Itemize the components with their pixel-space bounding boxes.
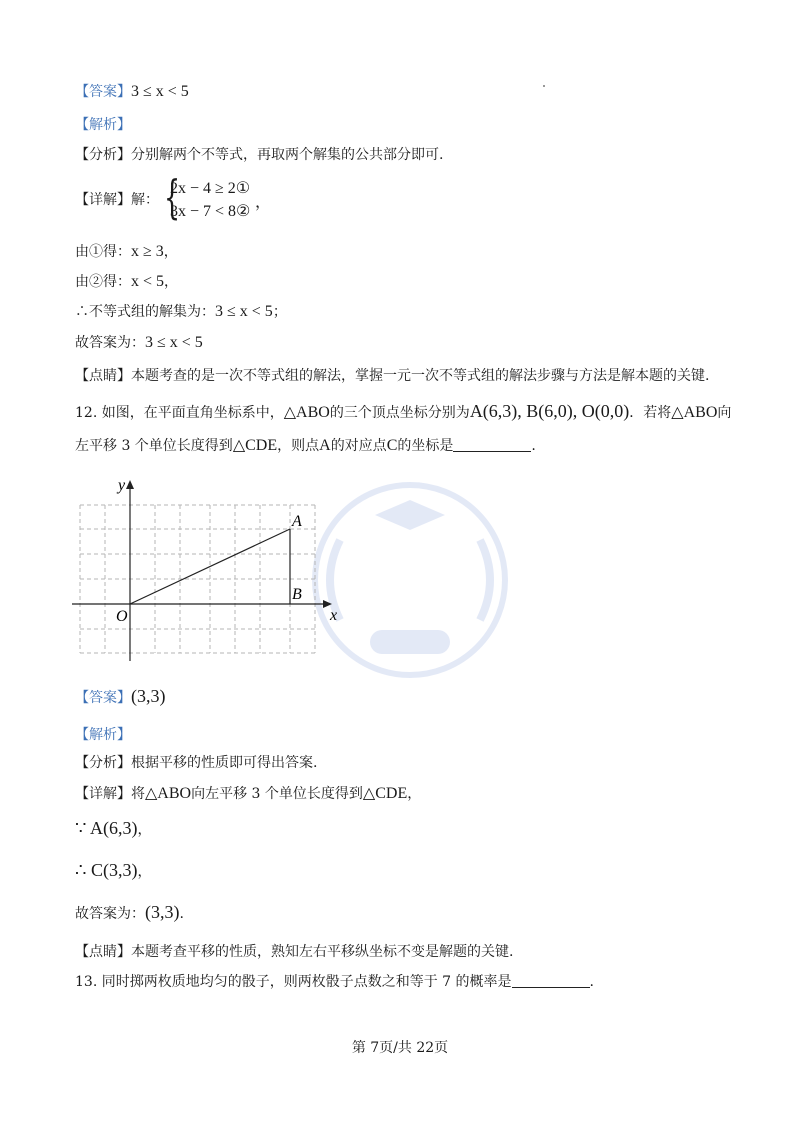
q11-dianjing-tag: 【点睛】 — [75, 368, 131, 384]
origin-label: O — [116, 608, 128, 625]
q12-answer-tag: 【答案】 — [75, 690, 131, 706]
q11-fenxi-line — [75, 145, 443, 165]
q12-dianjing-tag: 【点睛】 — [75, 944, 131, 960]
q12-line2-end: . — [531, 438, 536, 454]
q11-final-text: 故答案为： — [75, 335, 145, 351]
q12-final-line — [75, 902, 184, 924]
q11-answer: 3 ≤ x < 5 — [131, 83, 189, 100]
q12-answer: (3,3) — [131, 686, 166, 706]
q12-xiangjie-a: 将 — [131, 786, 145, 802]
q12-because-end: ， — [137, 822, 152, 838]
q12-xiangjie-tri2: △CDE — [362, 785, 408, 802]
left-brace-icon: { — [164, 170, 181, 224]
q13-stem — [75, 972, 594, 992]
q11-answer-line — [75, 82, 189, 102]
q12-therefore-line — [75, 860, 151, 882]
q11-inequality-2: 3x − 7 < 8② — [170, 203, 251, 220]
q12-tri-cde: △CDE — [232, 437, 278, 454]
q11-step2 — [75, 272, 178, 292]
q11-xiangjie-label — [75, 189, 159, 209]
q12-line1-a: 12. 如图，在平面直角坐标系中， — [75, 405, 284, 421]
q12-fenxi-text: 根据平移的性质即可得出答案. — [131, 755, 318, 771]
coordinate-grid-figure — [70, 475, 350, 670]
q11-step3-text: ∴不等式组的解集为： — [75, 304, 215, 320]
q12-line1-d: 向 — [717, 405, 732, 421]
q11-step2-text: 由②得： — [75, 274, 131, 290]
q12-final-math: (3,3) — [145, 902, 180, 922]
point-a-label: A — [292, 513, 302, 530]
q11-analysis-tag: 【解析】 — [75, 117, 131, 133]
q11-dianjing — [75, 366, 709, 386]
q11-xiangjie-prefix: 解： — [131, 192, 159, 208]
x-axis-label: x — [330, 607, 338, 624]
q11-step2-end: ， — [164, 274, 179, 290]
q13-end: . — [589, 974, 594, 990]
q12-stem-line2 — [75, 436, 536, 456]
q12-dianjing-line — [75, 942, 513, 962]
grid-lines — [80, 505, 315, 653]
q12-tri-abo: △ABO — [283, 404, 330, 421]
q13-text: 13. 同时掷两枚质地均匀的骰子，则两枚骰子点数之和等于 7 的概率是 — [75, 974, 512, 990]
q12-fenxi-tag: 【分析】 — [75, 755, 131, 771]
q11-step1 — [75, 242, 178, 262]
q13-answer-blank[interactable] — [512, 973, 590, 988]
q12-coords: A(6,3), B(6,0), O(0,0) — [469, 401, 630, 421]
speck — [543, 85, 545, 87]
q12-analysis-tag-line — [75, 725, 131, 745]
q12-line2-b: ，则点 — [277, 438, 320, 454]
point-b-label: B — [292, 586, 302, 603]
q11-step3-math: 3 ≤ x < 5 — [215, 303, 273, 320]
q11-fenxi-text: 分别解两个不等式，再取两个解集的公共部分即可. — [131, 147, 444, 163]
q11-final — [75, 333, 203, 353]
q11-step1-math: x ≥ 3 — [131, 243, 164, 260]
q11-step3-end: ； — [272, 304, 287, 320]
q11-inequality-1: 2x − 4 ≥ 2① — [170, 180, 251, 197]
q12-answer-line — [75, 686, 166, 708]
q11-xiangjie-tag: 【详解】 — [75, 192, 131, 208]
q11-final-math: 3 ≤ x < 5 — [145, 334, 203, 351]
q12-dianjing-text: 本题考查平移的性质，熟知左右平移纵坐标不变是解题的关键. — [131, 944, 514, 960]
q11-step2-math: x < 5 — [131, 273, 165, 290]
q11-system-comma: ， — [255, 192, 272, 211]
q11-step3 — [75, 302, 287, 322]
q11-dianjing-text: 本题考查的是一次不等式组的解法，掌握一元一次不等式组的解法步骤与方法是解本题的关键. — [131, 368, 710, 384]
q12-point-a: A — [319, 437, 331, 454]
q12-line2-d: 的坐标是 — [397, 438, 454, 454]
q12-tri-abo-2: △ABO — [671, 404, 718, 421]
q12-xiangjie-tag: 【详解】 — [75, 786, 131, 802]
q12-xiangjie-end: ， — [407, 786, 422, 802]
page-footer: 第 7页/共 22页 — [351, 1040, 449, 1056]
q11-fenxi-tag: 【分析】 — [75, 147, 131, 163]
q12-point-c: C — [386, 437, 398, 454]
q12-line2-a: 左平移 3 个单位长度得到 — [75, 438, 233, 454]
q12-xiangjie-b: 向左平移 3 个单位长度得到 — [191, 786, 363, 802]
q11-step1-end: ， — [163, 244, 178, 260]
q11-analysis-tag-line — [75, 115, 131, 135]
q12-final-text: 故答案为： — [75, 906, 145, 922]
q12-xiangjie-tri1: △ABO — [145, 785, 192, 802]
q12-final-end: . — [179, 906, 184, 922]
q12-therefore: ∴ C(3,3) — [75, 860, 138, 880]
q11-step1-text: 由①得： — [75, 244, 131, 260]
q12-fenxi-line — [75, 753, 317, 773]
y-axis-label: y — [118, 477, 126, 494]
q12-stem-line1 — [75, 401, 731, 423]
q12-xiangjie-line — [75, 784, 421, 804]
q12-line2-c: 的对应点 — [330, 438, 387, 454]
q12-line1-b: 的三个顶点坐标分别为 — [329, 405, 470, 421]
answer-blank[interactable] — [453, 437, 531, 452]
q11-answer-tag: 【答案】 — [75, 84, 131, 100]
q12-because-line — [75, 818, 151, 840]
y-axis-arrow-icon — [126, 480, 134, 489]
q12-analysis-tag: 【解析】 — [75, 727, 131, 743]
q12-line1-c: ．若将 — [629, 405, 672, 421]
q12-therefore-end: ， — [137, 864, 152, 880]
q12-because: ∵ A(6,3) — [75, 818, 138, 838]
